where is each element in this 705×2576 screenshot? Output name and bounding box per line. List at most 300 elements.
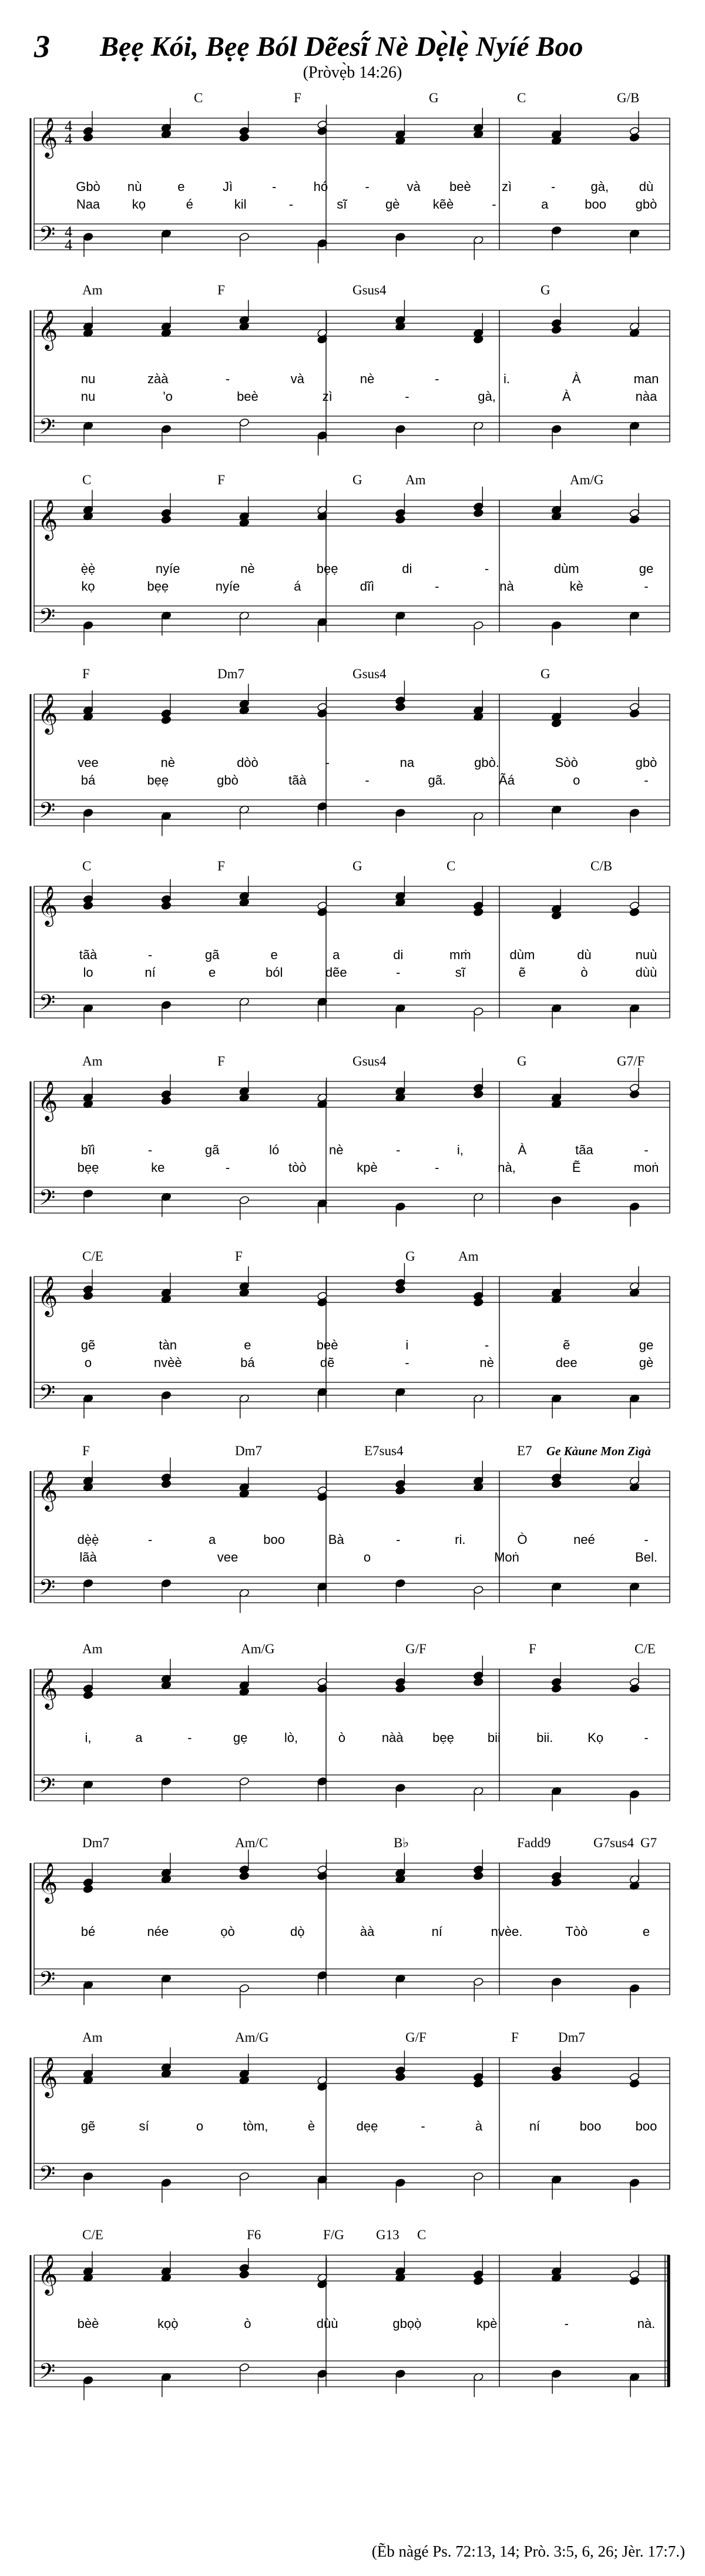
- lyric-syllable: dùù: [316, 2316, 338, 2331]
- chord-symbol: F: [217, 283, 225, 297]
- lyric-syllable: -: [435, 579, 439, 594]
- chord-symbol: C/E: [82, 1249, 103, 1264]
- lyric-syllable: nyíe: [215, 579, 240, 594]
- lyric-syllable: bèè: [77, 2316, 99, 2331]
- lyric-syllable: kọ: [81, 579, 95, 594]
- chord-symbol: Gsus4: [352, 283, 387, 297]
- lyric-syllable: dù: [639, 179, 654, 194]
- lyric-syllable: Bel.: [635, 1550, 657, 1565]
- time-signature: 4: [65, 236, 72, 253]
- lyric-syllable: boo: [263, 1532, 286, 1547]
- chord-symbol: F: [529, 1642, 536, 1656]
- note-head: [551, 325, 562, 334]
- lyric-syllable: ke: [151, 1160, 165, 1175]
- song-title: Bẹẹ Kói, Bẹẹ Ból Dẽesĩ́ Nè Dẹ̀lẹ̀ Nyíé Boo: [100, 31, 583, 62]
- lyric-syllable: -: [147, 947, 153, 962]
- lyric-syllable: ri.: [455, 1532, 466, 1547]
- chord-symbol: G: [540, 283, 550, 297]
- lyric-syllable: -: [147, 1532, 153, 1547]
- lyric-syllable: ní: [529, 2119, 540, 2133]
- lyric-syllable: a: [208, 1532, 216, 1547]
- lyric-syllable: ò: [580, 965, 588, 980]
- treble-clef-icon: 𝄞: [38, 1863, 58, 1901]
- treble-clef-icon: 𝄞: [38, 1081, 58, 1120]
- treble-clef-icon: 𝄞: [38, 1277, 58, 1315]
- note-head: [395, 1783, 405, 1792]
- lyric-syllable: i: [405, 1338, 409, 1352]
- lyric-syllable: o: [196, 2119, 204, 2133]
- note-head: [473, 2079, 484, 2088]
- note-head: [473, 1871, 484, 1880]
- chord-symbol: Dm7: [82, 1835, 109, 1850]
- lyric-syllable: ní: [431, 1924, 442, 1939]
- chord-symbol: G: [352, 859, 362, 873]
- note-head: [473, 621, 484, 629]
- lyric-syllable: gè: [639, 1355, 654, 1370]
- note-head: [239, 2172, 250, 2180]
- note-head: [395, 232, 405, 241]
- note-head: [161, 715, 172, 724]
- note-head: [161, 1391, 172, 1399]
- note-head: [83, 1579, 93, 1587]
- lyric-syllable: nvèè: [153, 1355, 182, 1370]
- note-head: [629, 1790, 640, 1798]
- note-head: [395, 1285, 405, 1294]
- chord-symbol: C/B: [590, 859, 613, 873]
- bass-clef-icon: 𝄢: [39, 1968, 56, 1997]
- lyric-syllable: ẽ: [518, 965, 526, 980]
- note-head: [83, 2376, 93, 2384]
- lyric-syllable: nà.: [637, 2316, 656, 2331]
- note-head: [629, 1202, 640, 1211]
- lyric-syllable: moṅ: [633, 1160, 659, 1175]
- lyric-syllable: -: [564, 2316, 569, 2331]
- lyric-syllable: née: [147, 1924, 169, 1939]
- lyric-syllable: nà,: [498, 1160, 516, 1175]
- note-head: [629, 907, 640, 916]
- lyric-syllable: -: [147, 1143, 153, 1157]
- lyric-syllable: àà: [360, 1924, 375, 1939]
- note-head: [473, 1585, 484, 1594]
- note-head: [161, 2178, 172, 2187]
- lyric-syllable: zì: [501, 179, 512, 194]
- chord-symbol: G7: [640, 1835, 657, 1850]
- lyric-syllable: gã: [204, 947, 220, 962]
- lyric-syllable: Bà: [328, 1532, 344, 1547]
- chord-symbol: F: [294, 91, 301, 105]
- treble-clef-icon: 𝄞: [38, 500, 58, 538]
- bass-clef-icon: 𝄢: [39, 1774, 56, 1803]
- bass-clef-icon: 𝄢: [39, 415, 56, 444]
- lyric-syllable: à: [475, 2119, 483, 2133]
- lyric-syllable: e: [270, 947, 278, 962]
- chord-symbol: C/E: [634, 1642, 656, 1656]
- note-head: [161, 424, 172, 433]
- note-head: [473, 907, 484, 916]
- note-head: [629, 1984, 640, 1992]
- lyric-syllable: sĩ: [337, 197, 347, 212]
- lyric-syllable: nàà: [381, 1730, 404, 1745]
- note-head: [473, 1007, 484, 1016]
- lyric-syllable: nuù: [635, 947, 657, 962]
- lyric-syllable: nvèe.: [491, 1924, 523, 1939]
- chord-symbol: Am/G: [570, 473, 604, 487]
- note-head: [83, 808, 93, 817]
- lyric-syllable: ló: [269, 1143, 280, 1157]
- lyric-syllable: 'o: [163, 389, 173, 404]
- lyric-syllable: na: [400, 755, 415, 770]
- note-head: [395, 702, 405, 711]
- lyric-syllable: -: [492, 197, 496, 212]
- chord-symbol: Dm7: [558, 2030, 585, 2045]
- lyric-syllable: man: [633, 371, 659, 386]
- note-head: [473, 2172, 484, 2180]
- time-signature: 4: [65, 118, 72, 135]
- lyric-syllable: di: [402, 561, 412, 576]
- note-head: [161, 1000, 172, 1009]
- bass-clef-icon: 𝄢: [39, 1186, 56, 1215]
- lyric-syllable: ge: [639, 1338, 654, 1352]
- chord-symbol: Am/C: [235, 1835, 268, 1850]
- lyric-syllable: hó: [313, 179, 328, 194]
- lyric-syllable: dùù: [635, 965, 657, 980]
- chord-symbol: G/F: [405, 1642, 427, 1656]
- cue-text: Ge Kàune Mon Zìgà: [546, 1444, 651, 1458]
- note-head: [161, 901, 172, 910]
- treble-clef-icon: 𝄞: [38, 118, 58, 156]
- lyric-syllable: -: [484, 1338, 489, 1352]
- lyric-syllable: Kọ: [588, 1730, 604, 1745]
- chord-symbol: Gsus4: [352, 1054, 387, 1068]
- lyric-syllable: e: [244, 1338, 251, 1352]
- lyric-syllable: À: [562, 389, 571, 404]
- lyric-syllable: sĩ: [455, 965, 465, 980]
- note-head: [395, 424, 405, 433]
- chord-symbol: E7sus4: [364, 1443, 404, 1458]
- lyric-syllable: bá: [80, 773, 96, 788]
- lyric-syllable: dẹẹ: [356, 2119, 378, 2133]
- lyric-syllable: -: [288, 197, 294, 212]
- lyric-syllable: o: [363, 1550, 371, 1565]
- lyric-syllable: i,: [85, 1730, 92, 1745]
- lyric-syllable: bẹẹ: [316, 561, 338, 576]
- chord-symbol: G: [540, 666, 550, 681]
- lyric-syllable: gà,: [478, 389, 496, 404]
- lyric-syllable: gẽ: [80, 1338, 96, 1352]
- chord-symbol: F: [511, 2030, 519, 2045]
- lyric-syllable: gã.: [428, 773, 446, 788]
- chord-symbol: G: [405, 1249, 415, 1264]
- note-head: [83, 621, 93, 629]
- note-head: [83, 133, 93, 142]
- note-head: [629, 515, 640, 524]
- time-signature: 4: [65, 223, 72, 240]
- treble-clef-icon: 𝄞: [38, 2058, 58, 2096]
- lyric-syllable: -: [551, 179, 556, 194]
- lyric-syllable: -: [396, 1143, 401, 1157]
- chord-symbol: F: [217, 859, 225, 873]
- lyric-syllable: e: [208, 965, 216, 980]
- lyric-syllable: o: [84, 1355, 92, 1370]
- note-head: [395, 1579, 405, 1587]
- note-head: [629, 2276, 640, 2285]
- lyric-syllable: Moṅ: [494, 1550, 519, 1565]
- lyric-syllable: dùm: [509, 947, 535, 962]
- lyric-syllable: sí: [139, 2119, 149, 2133]
- lyric-syllable: gẽ: [80, 2119, 96, 2133]
- lyric-syllable: tãà: [288, 773, 307, 788]
- lyric-syllable: -: [644, 773, 649, 788]
- lyric-syllable: -: [396, 965, 401, 980]
- lyric-syllable: bẹẹ: [147, 773, 169, 788]
- lyric-syllable: gbọọ̀: [392, 2316, 422, 2331]
- note-head: [395, 2072, 405, 2081]
- bass-clef-icon: 𝄢: [39, 799, 56, 828]
- lyric-syllable: -: [187, 1730, 192, 1745]
- note-head: [473, 1977, 484, 1986]
- note-head: [239, 2270, 250, 2279]
- chord-symbol: B♭: [394, 1835, 409, 1850]
- note-head: [629, 1684, 640, 1693]
- chord-symbol: F: [217, 473, 225, 487]
- lyric-syllable: nè: [328, 1143, 344, 1157]
- treble-clef-icon: 𝄞: [38, 2255, 58, 2293]
- note-head: [161, 1479, 172, 1488]
- lyric-syllable: -: [644, 1143, 649, 1157]
- note-head: [629, 808, 640, 817]
- lyric-syllable: bá: [240, 1355, 255, 1370]
- lyric-syllable: a: [135, 1730, 143, 1745]
- lyric-syllable: boo: [585, 197, 606, 212]
- note-head: [239, 1984, 250, 1992]
- footer-reference: (Ẽb nàgé Ps. 72:13, 14; Prò. 3:5, 6, 26; Jèr. 17:7.): [371, 2542, 685, 2560]
- lyric-syllable: lãà: [79, 1550, 97, 1565]
- chord-symbol: C: [82, 859, 92, 873]
- note-head: [551, 2369, 562, 2378]
- chord-symbol: G: [352, 473, 362, 487]
- chord-symbol: G7sus4: [593, 1835, 634, 1850]
- note-head: [473, 508, 484, 517]
- chord-symbol: C: [446, 859, 456, 873]
- lyric-syllable: bẹẹ: [77, 1160, 99, 1175]
- lyric-syllable: dù: [577, 947, 592, 962]
- lyric-syllable: dòò: [237, 755, 258, 770]
- lyric-syllable: và: [290, 371, 304, 386]
- lyric-syllable: tãa: [575, 1143, 593, 1157]
- lyric-syllable: kẽè: [432, 197, 454, 212]
- lyric-syllable: -: [405, 1355, 409, 1370]
- note-head: [83, 901, 93, 910]
- lyric-syllable: Ẽ: [572, 1160, 581, 1175]
- chord-symbol: G: [517, 1054, 527, 1068]
- note-head: [239, 418, 250, 427]
- note-head: [395, 1684, 405, 1693]
- lyric-syllable: kil: [234, 197, 247, 212]
- chord-symbol: C/E: [82, 2227, 103, 2242]
- lyric-syllable: tòò: [288, 1160, 307, 1175]
- note-head: [83, 1690, 93, 1699]
- lyric-syllable: é: [186, 197, 193, 212]
- treble-clef-icon: 𝄞: [38, 1471, 58, 1509]
- lyric-syllable: -: [272, 179, 277, 194]
- chord-symbol: G7/F: [617, 1054, 645, 1068]
- scripture-reference: (Pròvẹ̀b 14:26): [303, 63, 402, 82]
- note-head: [473, 1090, 484, 1098]
- lyric-syllable: lo: [83, 965, 93, 980]
- lyric-syllable: và: [407, 179, 421, 194]
- lyric-syllable: di: [393, 947, 404, 962]
- chord-symbol: C: [417, 2227, 427, 2242]
- lyric-syllable: gbò: [635, 755, 657, 770]
- lyric-syllable: kè: [569, 579, 583, 594]
- lyric-syllable: dẽe: [325, 965, 347, 980]
- lyric-syllable: -: [405, 389, 409, 404]
- lyric-syllable: dẽ: [320, 1355, 335, 1370]
- lyric-syllable: -: [225, 1160, 230, 1175]
- lyric-syllable: zàà: [147, 371, 169, 386]
- lyric-syllable: -: [325, 755, 330, 770]
- note-head: [473, 1677, 484, 1686]
- note-head: [239, 1871, 250, 1880]
- note-head: [629, 709, 640, 718]
- lyric-syllable: nàa: [635, 389, 657, 404]
- lyric-syllable: beè: [237, 389, 258, 404]
- chord-symbol: C: [82, 473, 92, 487]
- lyric-syllable: bii.: [536, 1730, 553, 1745]
- note-head: [629, 1090, 640, 1098]
- lyric-syllable: ẽ: [563, 1338, 570, 1352]
- chord-symbol: Am/G: [241, 1642, 275, 1656]
- chord-symbol: C: [194, 91, 203, 105]
- chord-symbol: Am: [405, 473, 426, 487]
- lyric-syllable: bii: [487, 1730, 501, 1745]
- note-head: [551, 1878, 562, 1887]
- chord-symbol: Am: [82, 1642, 103, 1656]
- note-head: [161, 1777, 172, 1786]
- lyric-syllable: tòm,: [243, 2119, 268, 2133]
- lyric-syllable: dẹ̀ẹ̀: [77, 1532, 99, 1547]
- chord-symbol: C: [517, 91, 526, 105]
- lyric-syllable: bĩì: [80, 1143, 96, 1157]
- lyric-syllable: nu: [80, 389, 96, 404]
- note-head: [551, 2072, 562, 2081]
- lyric-syllable: nu: [80, 371, 96, 386]
- lyric-syllable: bẹẹ: [432, 1730, 454, 1745]
- lyric-syllable: boo: [635, 2119, 657, 2133]
- lyric-syllable: e: [177, 179, 185, 194]
- note-head: [161, 515, 172, 524]
- lyric-syllable: kpè: [357, 1160, 378, 1175]
- lyric-syllable: -: [365, 179, 370, 194]
- lyric-syllable: Gbò: [76, 179, 100, 194]
- lyric-syllable: bé: [80, 1924, 96, 1939]
- lyric-syllable: kpè: [476, 2316, 498, 2331]
- chord-symbol: G/B: [617, 91, 640, 105]
- note-head: [83, 1189, 93, 1198]
- note-head: [473, 1298, 484, 1307]
- note-head: [161, 1096, 172, 1105]
- note-head: [239, 1777, 250, 1786]
- chord-symbol: F: [217, 1054, 225, 1068]
- note-head: [473, 2276, 484, 2285]
- bass-clef-icon: 𝄢: [39, 1381, 56, 1410]
- chord-symbol: F: [82, 1443, 90, 1458]
- lyric-syllable: ẹ̀ẹ̀: [80, 561, 96, 576]
- lyric-syllable: -: [644, 579, 649, 594]
- lyric-syllable: kọọ̀: [157, 2316, 179, 2331]
- lyric-syllable: gbò.: [474, 755, 499, 770]
- lyric-syllable: mṁ: [449, 947, 471, 962]
- note-head: [239, 232, 250, 241]
- lyric-syllable: è: [307, 2119, 315, 2133]
- lyric-syllable: i.: [503, 371, 510, 386]
- chord-symbol: Gsus4: [352, 666, 387, 681]
- chord-symbol: Am: [82, 283, 103, 297]
- note-head: [395, 515, 405, 524]
- treble-clef-icon: 𝄞: [38, 886, 58, 924]
- lyric-syllable: e: [642, 1924, 650, 1939]
- note-head: [239, 133, 250, 142]
- note-head: [83, 2172, 93, 2180]
- note-head: [551, 1977, 562, 1986]
- lyric-syllable: nè: [240, 561, 255, 576]
- lyric-syllable: ò: [338, 1730, 345, 1745]
- lyric-syllable: nà: [499, 579, 514, 594]
- lyric-syllable: beè: [449, 179, 471, 194]
- treble-clef-icon: 𝄞: [38, 1669, 58, 1707]
- lyric-syllable: -: [421, 2119, 425, 2133]
- lyric-syllable: nè: [160, 755, 175, 770]
- note-head: [551, 424, 562, 433]
- treble-clef-icon: 𝄞: [38, 694, 58, 732]
- bass-clef-icon: 𝄢: [39, 2162, 56, 2191]
- chord-symbol: G/F: [405, 2030, 427, 2045]
- lyric-syllable: dùm: [553, 561, 579, 576]
- lyric-syllable: á: [294, 579, 301, 594]
- lyric-syllable: -: [435, 371, 439, 386]
- chord-symbol: F: [82, 666, 90, 681]
- lyric-syllable: Ãá: [499, 773, 515, 788]
- time-signature: 4: [65, 130, 72, 148]
- lyric-syllable: Tòò: [565, 1924, 588, 1939]
- lyric-syllable: ọò: [220, 1924, 235, 1939]
- lyric-syllable: ból: [265, 965, 283, 980]
- note-head: [83, 1884, 93, 1893]
- lyric-syllable: Ò: [517, 1532, 528, 1547]
- chord-symbol: Am: [82, 1054, 103, 1068]
- bass-clef-icon: 𝄢: [39, 991, 56, 1020]
- lyric-syllable: dọ̀: [290, 1924, 305, 1939]
- lyric-syllable: tàn: [159, 1338, 177, 1352]
- note-head: [239, 1195, 250, 1204]
- lyric-syllable: boo: [579, 2119, 602, 2133]
- lyric-syllable: gbò: [217, 773, 239, 788]
- song-number: 3: [34, 29, 50, 64]
- lyric-syllable: -: [644, 1730, 649, 1745]
- chord-symbol: Am: [82, 2030, 103, 2045]
- lyric-syllable: a: [333, 947, 340, 962]
- lyric-syllable: o: [573, 773, 580, 788]
- note-head: [395, 1202, 405, 1211]
- note-head: [395, 1486, 405, 1495]
- lyric-syllable: gẹ: [233, 1730, 248, 1745]
- note-head: [395, 2369, 405, 2378]
- lyric-syllable: nè: [360, 371, 375, 386]
- lyric-syllable: bẹẹ: [147, 579, 169, 594]
- note-head: [551, 1684, 562, 1693]
- lyric-syllable: beè: [316, 1338, 338, 1352]
- lyric-syllable: -: [484, 561, 489, 576]
